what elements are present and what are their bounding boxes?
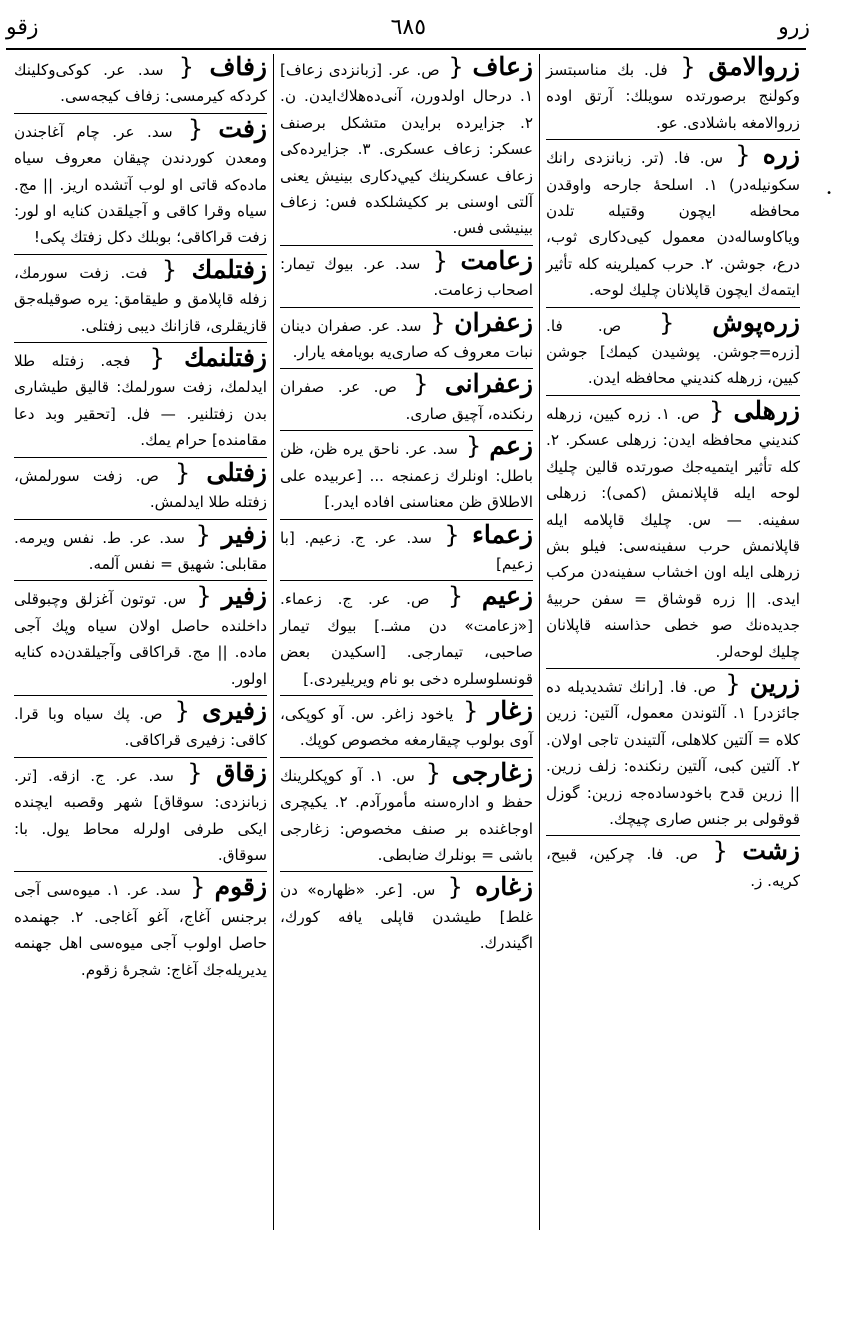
entry-headword: زفير bbox=[221, 581, 267, 611]
entry-headword: زره‌پوش bbox=[712, 307, 801, 337]
margin-dot: • bbox=[826, 188, 832, 199]
entry-brace: { bbox=[396, 370, 445, 399]
entry-definition: سد. عر. صفران دينان نبات معروف كه صاری‌يه بويامغه يارار. bbox=[280, 316, 533, 362]
columns bbox=[6, 54, 806, 1230]
entry-brace: { bbox=[421, 308, 455, 337]
entry-brace: { bbox=[163, 54, 210, 81]
dictionary-entry bbox=[546, 142, 800, 303]
entry-brace: { bbox=[184, 520, 222, 549]
entry-headword: زرهلی bbox=[733, 395, 800, 425]
entry-brace: { bbox=[667, 54, 709, 81]
entry-brace: { bbox=[172, 114, 219, 143]
dictionary-entry bbox=[280, 583, 533, 692]
entry-definition: ص. زفت سورلمش، زفتله طلا ايدلمش. bbox=[14, 466, 267, 512]
entry-headword: زفتلمك bbox=[191, 254, 267, 284]
entry-brace: { bbox=[186, 582, 222, 611]
entry-brace: { bbox=[723, 141, 763, 170]
dictionary-entry bbox=[280, 519, 533, 578]
column-right bbox=[540, 54, 806, 1230]
entry-definition: سد. عر. بيوك تيمار: اصحاب زعامت. bbox=[280, 254, 533, 300]
entry-brace: { bbox=[147, 255, 192, 284]
entry-headword: زعاف bbox=[472, 54, 533, 81]
entry-headword: زعماء bbox=[472, 519, 533, 549]
dictionary-entry bbox=[280, 307, 533, 366]
entry-headword: زقاق bbox=[215, 757, 267, 787]
entry-headword: زعم bbox=[489, 431, 533, 461]
entry-headword: زغار bbox=[488, 695, 534, 725]
right-running-head: زرو bbox=[778, 14, 810, 40]
column-middle bbox=[274, 54, 540, 1230]
entry-brace: { bbox=[439, 54, 473, 81]
entry-definition: فجه. زفتله طلا ايدلمك، زفت سورلمك: قاليق طيشاری بدن زفتلنير. — فل. [تحقير وبد دعا مقامنده] حرام يمك. bbox=[14, 352, 267, 450]
dictionary-entry bbox=[546, 54, 800, 136]
dictionary-entry bbox=[14, 457, 267, 516]
entry-definition: ﺱ. فا. (تر. زبانزدی رانك سكونيله‌در) ١. اسلحهٔ جارحه واوقدن محافظه ايچون وقتيله تلدن وياكاوساله‌دن معمول كيی‌دكاری ثوب، درع، جوشن. ٢. حرب كميلرينه كله تأثير ايتمه‌ك ايچون قاپلانان چليك لوحه. bbox=[546, 149, 800, 300]
dictionary-entry bbox=[14, 113, 267, 251]
dictionary-entry bbox=[280, 371, 533, 427]
dictionary-entry bbox=[14, 757, 267, 869]
dictionary-entry bbox=[14, 519, 267, 578]
entry-headword: زفيری bbox=[202, 695, 267, 725]
entry-headword: زفتلی bbox=[206, 457, 267, 487]
left-running-head: زقو bbox=[6, 14, 39, 40]
dictionary-entry bbox=[546, 307, 801, 392]
entry-definition: ص. عر. صفران رنكنده، آچيق صاری. bbox=[280, 378, 533, 423]
entry-definition: سد. عر. كوكی‌وكلينك كردكه كيرمسی: زفاف كيجه‌سی. bbox=[14, 61, 267, 106]
dictionary-entry bbox=[280, 433, 533, 515]
page-number: ٦٨٥ bbox=[390, 14, 427, 40]
dictionary-entry bbox=[14, 874, 267, 983]
entry-definition: ص. فا. [زره=جوشن. پوشيدن كيمك] جوشن كيين، زرهله كنديني محافظه ايدن. bbox=[546, 316, 800, 388]
entry-headword: زره bbox=[762, 140, 801, 170]
entry-brace: { bbox=[180, 873, 215, 902]
entry-headword: زفير bbox=[221, 519, 267, 549]
entry-headword: زفاف bbox=[209, 54, 267, 81]
dictionary-entry bbox=[14, 54, 267, 110]
entry-brace: { bbox=[698, 837, 743, 866]
dictionary-entry bbox=[280, 874, 533, 956]
entry-headword: زغارجی bbox=[451, 757, 533, 787]
entry-definition: سد. عر. ج. ازقه. [تر. زبانزدی: سوقاق] شهر وقصبه ايچنده ايكی طرفی اولرله محاط يول. با: سوقاق. bbox=[14, 766, 267, 864]
dictionary-entry bbox=[280, 54, 533, 242]
entry-brace: { bbox=[173, 758, 216, 787]
dictionary-entry bbox=[546, 838, 800, 894]
entry-brace: { bbox=[457, 432, 490, 461]
dictionary-entry bbox=[546, 395, 800, 665]
entry-brace: { bbox=[130, 344, 185, 373]
dictionary-entry bbox=[14, 583, 267, 692]
dictionary-entry bbox=[280, 695, 534, 754]
dictionary-entry bbox=[280, 757, 533, 869]
entry-definition: سد. عر. ١. ميوه‌سی آجی برجنس آغاج، آغو آغاجی. ٢. جهنمده حاصل اولوب آجی ميوه‌سی اهل جهنمه يديريله‌جك آغاج: شجرهٔ زقوم. bbox=[14, 881, 267, 979]
entry-definition: سد. عر. چام آغاجندن ومعدن كوردندن چيقان معروف سياه ماده‌كه قاتی او لوب آتشده اريز. || مج. سياه وقرا كاقی و آجيلقدن كنايه او لور: زفت قراكاقی؛ بوبلك دكل زفتك پكی! bbox=[14, 122, 267, 247]
entry-definition: فل. بك مناسبتسز وكولنج برصورتده سويلك: آرتق اوده زروالامغه باشلادی. عو. bbox=[546, 61, 800, 132]
entry-definition: س. [عر. «ظهاره» دن غلط] طيشدن قاپلی يافه كورك، اگيندرك. bbox=[280, 881, 533, 953]
entry-brace: { bbox=[158, 458, 207, 487]
entry-definition: س. توتون آغزلق وچبوقلی داخلنده حاصل اولان سياه وپك آجی ماده. || مج. قراكاقی وآجيلقدن‌ده كنايه اولور. bbox=[14, 590, 267, 688]
entry-definition: ص. عر. [زبانزدی زعاف] ١. درحال اولدورن، آنی‌ده‌هلاك‌ايدن. ن. ٢. جزايرده برايدن متشكل برصنف عسكر: زعاف عسكری. ٣. جزايرده‌كی زعاف عسكرينك كيي‌دكاری بينيش يعنی آلتی اوسنی بر ككيشلكده فس: زعاف بينيشی فس. bbox=[280, 61, 533, 238]
entry-headword: زعيم bbox=[481, 581, 533, 611]
entry-headword: زرين bbox=[749, 668, 800, 698]
entry-definition: ص. ١. زره كيين، زرهله كنديني محافظه ايدن: زرهلی عسكر. ٢. كله تأثير ايتميه‌جك صورتده قالين چليك لوحه ايله قاپلانمش (كمی): زرهلی سفينه. — س. چليك قاپلامه ايله قاپلانمش حرب سفينه‌سی: فيلو بش زرهلی ايله اون اخشاب سفينه‌دن مركب ايدی. || زره قوشاق = سفن حربيهٔ جديده‌نك صو خطی حذاسنه قاپلانان چليك لوحه‌لر. bbox=[546, 404, 800, 661]
entry-definition: ص. فا. [رانك تشديديله ده جائزدر] ١. آلتوندن معمول، آلتين: زرين كلاه = آلتين كلاهلی، آلتيندن تاجی اولان. ٢. آلتين كبی، آلتين رنكنده: زلف زرين. || زرين قدح باخودساده‌جه زرين: گوزل قوقولی بر جنس صاری چيچك. bbox=[546, 677, 800, 828]
entry-definition: س. ١. آو كوپكلرينك حفظ و اداره‌سنه مأمورآدم. ٢. يكيچری اوجاغنده بر صنف مخصوص: زغارجی باشی = بونلرك ضابطی. bbox=[280, 766, 533, 864]
entry-headword: زروالامق bbox=[708, 54, 801, 81]
entry-headword: زغاره bbox=[475, 872, 533, 902]
dictionary-entry bbox=[14, 695, 267, 754]
entry-definition: ص. فا. چركين، قبيح، كريه. ز. bbox=[546, 845, 800, 890]
entry-definition: سد. عر. ط. نفس ويرمه. مقابلی: شهيق = نفس آلمه. bbox=[14, 528, 267, 573]
entry-headword: زشت bbox=[742, 836, 800, 866]
entry-brace: { bbox=[453, 696, 489, 725]
entry-definition: ص. عر. ج. زعماء. [«زعامت» دن مشـ.] بيوك تيمار صاحبی، تيمارجی. [اسكيدن بعض قونسلوسلره دخی بو نام ويريليردی.] bbox=[280, 590, 533, 688]
entry-definition: ياخود زاغر. س. آو كوپكی، آوی بولوب چيقارمغه مخصوص كوپك. bbox=[280, 704, 533, 750]
entry-headword: زعفران bbox=[454, 307, 533, 337]
dictionary-entry bbox=[14, 254, 267, 339]
entry-brace: { bbox=[716, 669, 750, 698]
entry-definition: سد. عر. ج. زعيم. [با زعيم] bbox=[280, 528, 533, 573]
dictionary-entry bbox=[280, 245, 533, 304]
dictionary-entry bbox=[546, 668, 800, 832]
entry-definition: ص. پك سياه وبا قرا. كاقی: زفيری قراكاقی. bbox=[14, 704, 267, 750]
entry-brace: { bbox=[414, 758, 452, 787]
entry-brace: { bbox=[435, 873, 476, 902]
entry-headword: زقوم bbox=[214, 872, 268, 902]
entry-brace: { bbox=[429, 582, 482, 611]
entry-headword: زفت bbox=[218, 113, 267, 143]
entry-brace: { bbox=[431, 520, 473, 549]
header-rule bbox=[6, 48, 806, 50]
entry-headword: زعفرانی bbox=[444, 369, 533, 399]
entry-headword: زفتلنمك bbox=[184, 343, 268, 373]
column-left bbox=[8, 54, 274, 1230]
entry-brace: { bbox=[621, 308, 713, 337]
page-header bbox=[6, 8, 810, 46]
entry-brace: { bbox=[162, 696, 203, 725]
entry-headword: زعامت bbox=[460, 245, 533, 275]
entry-definition: سد. عر. ناحق يره ظن، ظن باطل: اونلرك زعمنجه ... [عربيده علی الاطلاق ظن معناسنی افاده ايدر.] bbox=[280, 440, 533, 512]
entry-brace: { bbox=[420, 246, 461, 275]
dictionary-entry bbox=[14, 345, 267, 454]
entry-definition: فت. زفت سورمك، زفله قاپلامق و طيقامق: يره صوقيله‌جق قازيقلری، قازانك ديبی زفتلی. bbox=[14, 263, 267, 335]
entry-brace: { bbox=[699, 396, 734, 425]
